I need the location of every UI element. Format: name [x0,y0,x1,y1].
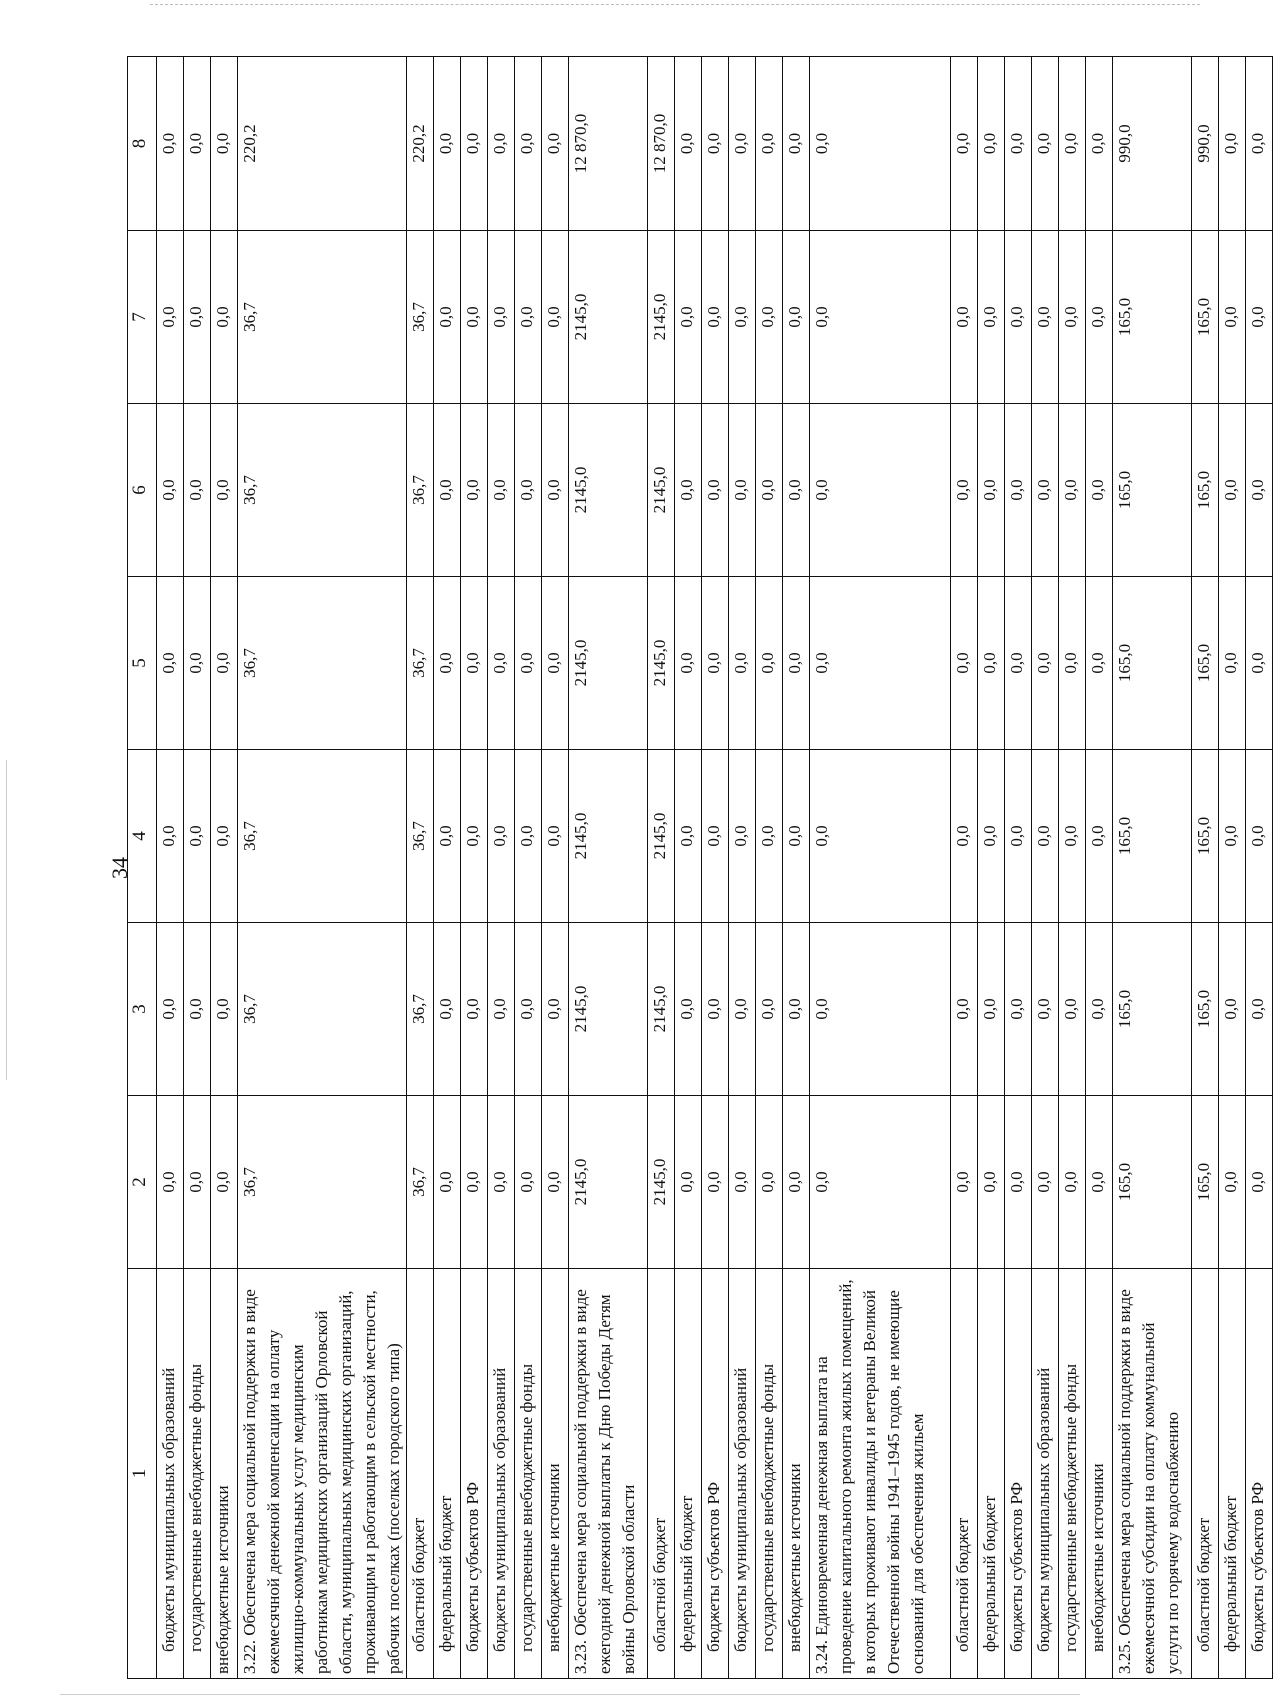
row-value: 0,0 [756,57,783,231]
row-value: 0,0 [1005,231,1032,404]
row-value: 36,7 [407,577,434,750]
row-value: 36,7 [407,750,434,923]
row-value: 0,0 [1246,750,1273,923]
row-value: 0,0 [461,231,488,404]
row-value: 165,0 [1192,1096,1219,1269]
row-value: 36,7 [238,231,407,404]
row-value: 0,0 [488,231,515,404]
row-value: 0,0 [1219,404,1246,577]
row-value: 165,0 [1113,577,1192,750]
row-value: 0,0 [675,577,702,750]
row-value: 0,0 [184,923,211,1096]
row-value: 0,0 [978,750,1005,923]
table-row [783,57,810,1679]
row-value: 0,0 [675,404,702,577]
row-label: бюджеты муниципальных образований [1032,1269,1059,1679]
row-value: 0,0 [756,404,783,577]
table-body [128,57,1273,1679]
row-value: 0,0 [783,57,810,231]
row-value: 0,0 [729,750,756,923]
column-header: 2 [128,1096,157,1269]
row-value: 0,0 [1032,1096,1059,1269]
row-value: 0,0 [488,57,515,231]
row-value: 0,0 [515,231,542,404]
row-value: 0,0 [434,57,461,231]
row-value: 0,0 [434,231,461,404]
row-value: 0,0 [488,750,515,923]
row-value: 36,7 [238,923,407,1096]
row-label: бюджеты муниципальных образований [729,1269,756,1679]
row-value: 0,0 [1005,404,1032,577]
row-value: 0,0 [157,231,184,404]
table-row [756,57,783,1679]
row-value: 0,0 [542,404,569,577]
row-value: 0,0 [729,923,756,1096]
row-value: 0,0 [756,923,783,1096]
row-value: 36,7 [407,923,434,1096]
row-value: 0,0 [783,750,810,923]
row-value: 0,0 [211,57,238,231]
table-row [569,57,648,1679]
row-value: 0,0 [810,1096,951,1269]
row-value: 0,0 [1059,1096,1086,1269]
header-row [128,57,157,1679]
column-header: 4 [128,750,157,923]
row-value: 0,0 [515,750,542,923]
row-value: 0,0 [157,404,184,577]
row-value: 0,0 [184,1096,211,1269]
row-value: 0,0 [1246,57,1273,231]
table-row [1113,57,1192,1679]
row-value: 0,0 [1005,750,1032,923]
row-value: 0,0 [1059,57,1086,231]
table-row [157,57,184,1679]
row-value: 0,0 [1219,57,1246,231]
page-number: 34 [107,857,132,879]
row-value: 0,0 [211,231,238,404]
row-value: 0,0 [978,231,1005,404]
row-value: 36,7 [407,231,434,404]
row-value: 36,7 [238,577,407,750]
row-value: 0,0 [729,1096,756,1269]
row-value: 0,0 [1005,57,1032,231]
row-value: 12 870,0 [648,57,675,231]
row-value: 0,0 [783,1096,810,1269]
row-label: областной бюджет [648,1269,675,1679]
row-value: 0,0 [810,404,951,577]
row-value: 0,0 [978,577,1005,750]
row-value: 2145,0 [648,577,675,750]
row-value: 0,0 [1086,923,1113,1096]
row-value: 0,0 [488,923,515,1096]
row-value: 990,0 [1113,57,1192,231]
row-value: 0,0 [211,404,238,577]
row-value: 2145,0 [569,923,648,1096]
row-value: 2145,0 [648,1096,675,1269]
row-value: 12 870,0 [569,57,648,231]
row-value: 36,7 [238,750,407,923]
row-value: 0,0 [810,750,951,923]
table-row [729,57,756,1679]
budget-table [127,56,1273,1679]
scan-edge-left [6,760,7,1080]
table-row [1059,57,1086,1679]
row-value: 0,0 [1059,231,1086,404]
row-value: 0,0 [783,231,810,404]
row-value: 165,0 [1113,404,1192,577]
row-value: 36,7 [407,1096,434,1269]
row-value: 0,0 [951,404,978,577]
table-row [515,57,542,1679]
row-value: 36,7 [238,1096,407,1269]
row-value: 0,0 [1246,1096,1273,1269]
row-value: 220,2 [407,57,434,231]
row-value: 0,0 [756,231,783,404]
row-value: 0,0 [702,231,729,404]
row-value: 0,0 [783,923,810,1096]
row-value: 0,0 [951,577,978,750]
table-row [434,57,461,1679]
row-value: 0,0 [729,577,756,750]
row-value: 0,0 [157,923,184,1096]
table-row [542,57,569,1679]
table-row [184,57,211,1679]
row-value: 0,0 [978,923,1005,1096]
row-label: бюджеты субъектов РФ [702,1269,729,1679]
row-value: 0,0 [702,577,729,750]
row-value: 0,0 [542,231,569,404]
row-value: 2145,0 [569,750,648,923]
row-value: 165,0 [1192,577,1219,750]
row-label: 3.25. Обеспечена мера социальной поддержки в виде ежемесячной субсидии на оплату коммунальной услуги по горячему водоснабжению [1113,1269,1192,1679]
row-value: 2145,0 [648,923,675,1096]
row-value: 0,0 [951,1096,978,1269]
row-label: 3.22. Обеспечена мера социальной поддержки в виде ежемесячной денежной компенсации на оплату жилищно-коммунальных услуг медицинским работникам медицинских организаций Орловской области, муниципальных медицинских организаций, проживающим и работающим в сельской местности, рабочих поселках (поселках городского типа) [238,1269,407,1679]
table-row [488,57,515,1679]
row-value: 0,0 [702,923,729,1096]
row-value: 0,0 [1086,231,1113,404]
row-value: 0,0 [211,923,238,1096]
row-value: 0,0 [978,1096,1005,1269]
row-value: 0,0 [157,750,184,923]
row-value: 0,0 [783,577,810,750]
row-value: 0,0 [729,231,756,404]
row-value: 0,0 [184,404,211,577]
table-row [702,57,729,1679]
row-value: 0,0 [434,923,461,1096]
table-row [1246,57,1273,1679]
row-value: 0,0 [515,404,542,577]
row-value: 0,0 [461,57,488,231]
row-value: 0,0 [810,57,951,231]
row-value: 0,0 [184,57,211,231]
row-value: 0,0 [1005,923,1032,1096]
row-value: 0,0 [1219,577,1246,750]
row-value: 2145,0 [569,404,648,577]
row-value: 0,0 [1219,923,1246,1096]
row-value: 0,0 [675,750,702,923]
table-row [1032,57,1059,1679]
row-value: 990,0 [1192,57,1219,231]
row-value: 0,0 [157,577,184,750]
row-value: 0,0 [702,750,729,923]
row-label: государственные внебюджетные фонды [515,1269,542,1679]
row-label: бюджеты субъектов РФ [1005,1269,1032,1679]
row-value: 0,0 [756,750,783,923]
row-value: 0,0 [515,57,542,231]
table-row [238,57,407,1679]
row-value: 0,0 [1246,577,1273,750]
row-value: 0,0 [702,1096,729,1269]
row-value: 0,0 [1219,1096,1246,1269]
row-value: 0,0 [1032,577,1059,750]
row-label: бюджеты муниципальных образований [488,1269,515,1679]
rotated-table-frame [127,57,1267,1679]
row-value: 165,0 [1113,923,1192,1096]
row-value: 0,0 [542,923,569,1096]
table-row [951,57,978,1679]
row-value: 0,0 [184,577,211,750]
row-value: 0,0 [461,750,488,923]
row-value: 0,0 [1032,750,1059,923]
scan-edge-bottom [60,1694,1080,1695]
row-value: 36,7 [238,404,407,577]
column-header: 8 [128,57,157,231]
row-label: федеральный бюджет [434,1269,461,1679]
row-value: 0,0 [702,404,729,577]
table-row [461,57,488,1679]
row-value: 0,0 [1005,577,1032,750]
row-value: 0,0 [157,1096,184,1269]
row-value: 165,0 [1192,231,1219,404]
column-header: 1 [128,1269,157,1679]
row-value: 0,0 [1032,231,1059,404]
table-row [978,57,1005,1679]
row-value: 0,0 [951,923,978,1096]
row-value: 36,7 [407,404,434,577]
row-value: 0,0 [184,231,211,404]
row-value: 2145,0 [569,577,648,750]
row-value: 0,0 [515,923,542,1096]
row-value: 0,0 [702,57,729,231]
row-value: 0,0 [1005,1096,1032,1269]
row-value: 220,2 [238,57,407,231]
row-label: 3.23. Обеспечена мера социальной поддержки в виде ежегодной денежной выплаты к Дню Победы Детям войны Орловской области [569,1269,648,1679]
row-value: 0,0 [542,750,569,923]
row-value: 0,0 [434,577,461,750]
row-value: 0,0 [675,923,702,1096]
row-value: 0,0 [1032,57,1059,231]
row-value: 165,0 [1113,231,1192,404]
row-value: 0,0 [515,577,542,750]
row-value: 0,0 [1219,750,1246,923]
row-value: 0,0 [1246,923,1273,1096]
row-value: 0,0 [461,1096,488,1269]
row-label: бюджеты муниципальных образований [157,1269,184,1679]
row-label: федеральный бюджет [1219,1269,1246,1679]
row-value: 2145,0 [648,231,675,404]
row-value: 0,0 [756,577,783,750]
row-label: внебюджетные источники [211,1269,238,1679]
row-value: 0,0 [1059,923,1086,1096]
row-value: 165,0 [1192,923,1219,1096]
row-value: 0,0 [542,577,569,750]
row-value: 0,0 [211,577,238,750]
table-row [1086,57,1113,1679]
row-value: 0,0 [1086,750,1113,923]
row-value: 0,0 [434,404,461,577]
row-label: государственные внебюджетные фонды [184,1269,211,1679]
table-row [810,57,951,1679]
row-value: 2145,0 [648,750,675,923]
row-value: 165,0 [1113,750,1192,923]
row-value: 0,0 [542,1096,569,1269]
row-value: 0,0 [488,404,515,577]
row-value: 0,0 [1032,923,1059,1096]
row-value: 0,0 [461,404,488,577]
column-header: 5 [128,577,157,750]
row-value: 165,0 [1192,750,1219,923]
row-value: 0,0 [810,577,951,750]
row-label: областной бюджет [407,1269,434,1679]
row-value: 2145,0 [569,1096,648,1269]
row-value: 165,0 [1192,404,1219,577]
row-value: 0,0 [756,1096,783,1269]
row-label: внебюджетные источники [542,1269,569,1679]
row-value: 0,0 [729,404,756,577]
row-value: 0,0 [1059,404,1086,577]
row-value: 0,0 [783,404,810,577]
row-value: 0,0 [1086,404,1113,577]
table-row [648,57,675,1679]
row-value: 0,0 [515,1096,542,1269]
row-value: 0,0 [542,57,569,231]
row-label: внебюджетные источники [1086,1269,1113,1679]
row-value: 0,0 [488,577,515,750]
row-value: 0,0 [729,57,756,231]
row-value: 0,0 [434,750,461,923]
row-label: государственные внебюджетные фонды [756,1269,783,1679]
row-value: 0,0 [675,231,702,404]
row-value: 0,0 [211,750,238,923]
row-label: бюджеты субъектов РФ [1246,1269,1273,1679]
row-value: 0,0 [1246,231,1273,404]
row-value: 0,0 [1059,750,1086,923]
row-value: 0,0 [978,404,1005,577]
row-value: 0,0 [488,1096,515,1269]
row-label: государственные внебюджетные фонды [1059,1269,1086,1679]
row-value: 0,0 [434,1096,461,1269]
row-value: 0,0 [810,923,951,1096]
row-label: бюджеты субъектов РФ [461,1269,488,1679]
row-value: 0,0 [211,1096,238,1269]
row-value: 0,0 [1219,231,1246,404]
row-value: 0,0 [1086,57,1113,231]
row-label: 3.24. Единовременная денежная выплата на проведение капитального ремонта жилых помещений, в которых проживают инвалиды и ветераны Великой Отечественной войны 1941–1945 годов, не имеющие оснований для обеспечения жильем [810,1269,951,1679]
row-value: 0,0 [461,577,488,750]
column-header: 7 [128,231,157,404]
column-header: 3 [128,923,157,1096]
row-value: 0,0 [1246,404,1273,577]
row-label: областной бюджет [951,1269,978,1679]
row-value: 0,0 [951,750,978,923]
table-row [1005,57,1032,1679]
row-value: 0,0 [675,57,702,231]
row-value: 0,0 [1086,1096,1113,1269]
row-value: 0,0 [184,750,211,923]
scan-edge-top [150,4,1200,5]
row-value: 0,0 [951,231,978,404]
row-value: 0,0 [810,231,951,404]
row-value: 0,0 [1059,577,1086,750]
table-row [407,57,434,1679]
row-value: 0,0 [1086,577,1113,750]
row-value: 0,0 [157,57,184,231]
row-value: 0,0 [951,57,978,231]
table-row [211,57,238,1679]
row-value: 2145,0 [648,404,675,577]
table-row [675,57,702,1679]
table-row [1219,57,1246,1679]
table-row [1192,57,1219,1679]
column-header: 6 [128,404,157,577]
row-value: 2145,0 [569,231,648,404]
row-value: 0,0 [461,923,488,1096]
row-label: областной бюджет [1192,1269,1219,1679]
row-value: 0,0 [978,57,1005,231]
row-label: внебюджетные источники [783,1269,810,1679]
row-value: 0,0 [675,1096,702,1269]
row-label: федеральный бюджет [978,1269,1005,1679]
row-label: федеральный бюджет [675,1269,702,1679]
row-value: 0,0 [1032,404,1059,577]
row-value: 165,0 [1113,1096,1192,1269]
